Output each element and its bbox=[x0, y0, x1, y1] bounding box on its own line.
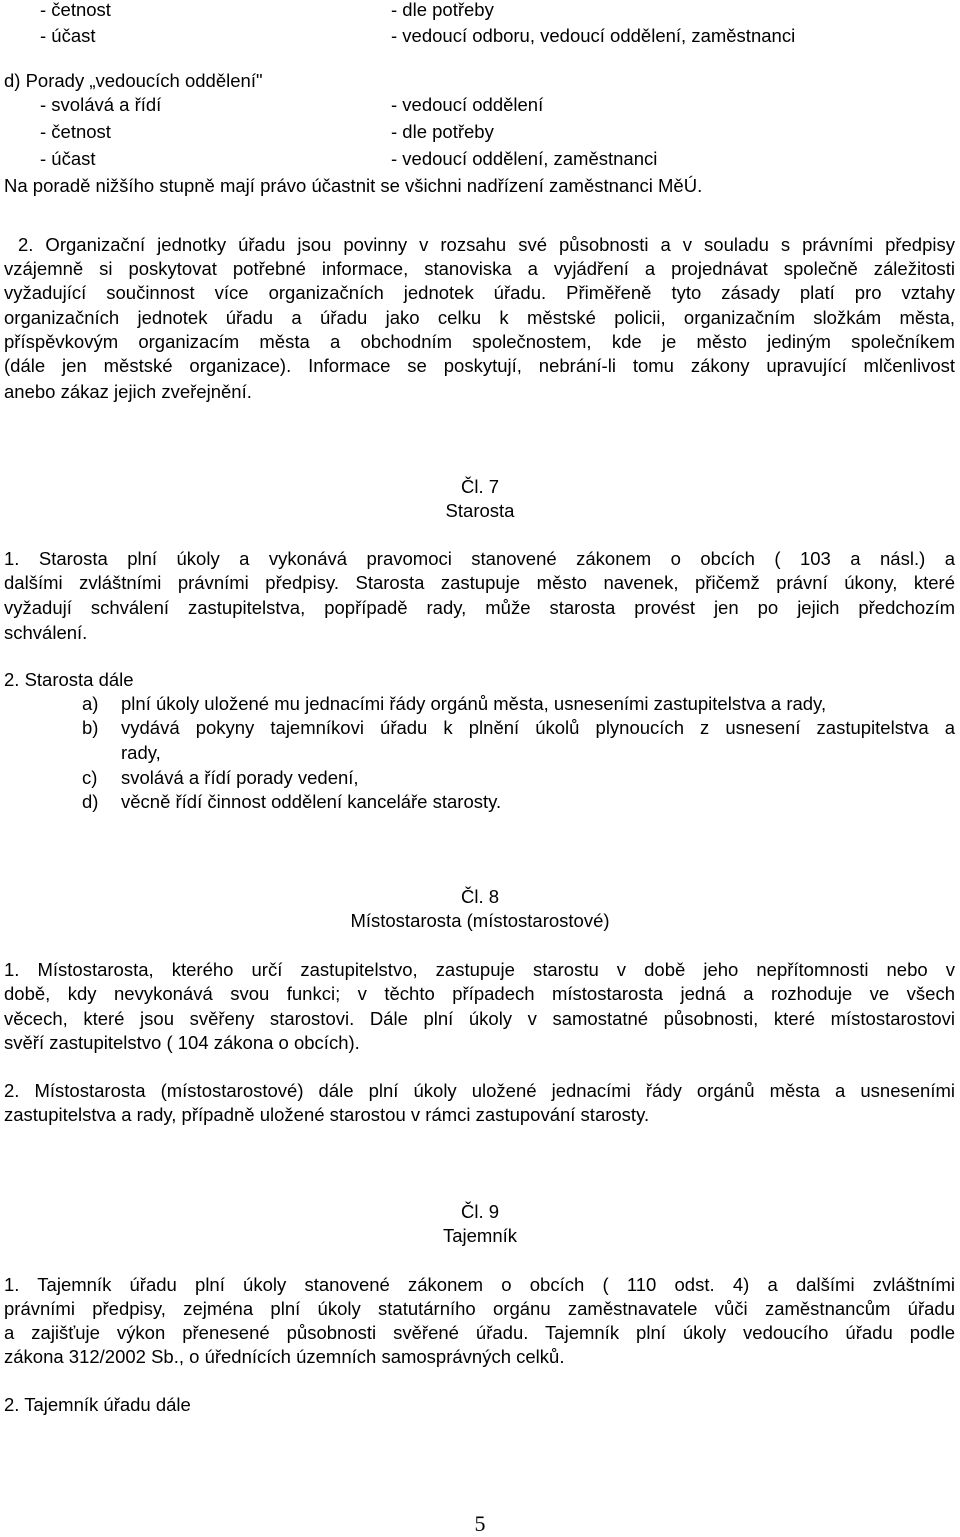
list-marker: d) bbox=[82, 791, 99, 812]
list-item-value: - dle potřeby bbox=[391, 0, 494, 20]
article-number: Čl. 7 bbox=[460, 476, 500, 497]
paragraph-line: organizačních jednotek úřadu a úřadu jako celku k městské policii, organizačním složkám města, bbox=[4, 307, 955, 328]
paragraph-line: dalšími zvláštními právními předpisy. Starosta zastupuje město navenek, přičemž právní úkony, které bbox=[4, 572, 955, 593]
paragraph-line: zastupitelstva a rady, případně uložené starostou v rámci zastupování starosty. bbox=[4, 1104, 650, 1125]
article-title: Starosta bbox=[445, 500, 515, 521]
list-marker: c) bbox=[82, 767, 98, 788]
list-item-value: - vedoucí oddělení bbox=[391, 94, 544, 115]
paragraph-line: zákona 312/2002 Sb., o úřednících územních samosprávných celků. bbox=[4, 1346, 565, 1367]
paragraph-line: vzájemně si poskytovat potřebné informace, stanoviska a vyjádření a projednávat společně záležitosti bbox=[4, 258, 955, 279]
list-item-text: svolává a řídí porady vedení, bbox=[121, 767, 359, 788]
list-item-text: vydává pokyny tajemníkovi úřadu k plnění úkolů plynoucích z usnesení zastupitelstva a bbox=[121, 717, 955, 738]
paragraph-line: 2. Organizační jednotky úřadu jsou povinny v rozsahu své působnosti a v souladu s právními předpisy bbox=[18, 234, 955, 255]
paragraph-line: a zajišťuje výkon přenesené působnosti svěřené úřadu. Tajemník plní úkoly vedoucího úřadu podle bbox=[4, 1322, 955, 1343]
list-item-text: plní úkoly uložené mu jednacími řády orgánů města, usneseními zastupitelstva a rady, bbox=[121, 693, 827, 714]
list-item-label: - četnost bbox=[40, 121, 111, 142]
paragraph-line: vyžadující součinnost více organizačních jednotek úřadu. Přiměřeně tyto zásady platí pro vztahy bbox=[4, 282, 955, 303]
section-heading: d) Porady „vedoucích oddělení" bbox=[4, 70, 263, 91]
paragraph-line: vyžadují schválení zastupitelstva, popřípadě rady, může starosta provést jen po jejich předchozím bbox=[4, 597, 955, 618]
paragraph-line: věcech, které jsou svěřeny starostovi. Dále plní úkoly v samostatné působnosti, které místostarostovi bbox=[4, 1008, 955, 1029]
paragraph-line: anebo zákaz jejich zveřejnění. bbox=[4, 381, 252, 402]
paragraph-line: schválení. bbox=[4, 622, 88, 643]
page-number: 5 bbox=[474, 1511, 486, 1536]
paragraph-line: právními předpisy, zejména plní úkoly statutárního orgánu zaměstnavatele vůči zaměstnancům úřadu bbox=[4, 1298, 955, 1319]
list-item-label: - účast bbox=[40, 148, 96, 169]
list-item-text: rady, bbox=[121, 742, 161, 763]
list-item-text: věcně řídí činnost oddělení kanceláře starosty. bbox=[121, 791, 502, 812]
article-number: Čl. 9 bbox=[460, 1201, 500, 1222]
paragraph-line: 1. Tajemník úřadu plní úkoly stanovené zákonem o obcích ( 110 odst. 4) a dalšími zvláštními bbox=[4, 1274, 955, 1295]
paragraph-intro: 2. Tajemník úřadu dále bbox=[4, 1394, 191, 1415]
list-marker: a) bbox=[82, 693, 99, 714]
paragraph-intro: 2. Starosta dále bbox=[4, 669, 134, 690]
list-item-label: - četnost bbox=[40, 0, 111, 20]
list-item-label: - účast bbox=[40, 25, 96, 46]
paragraph-line: příspěvkovým organizacím města a obchodním společnostem, kde je město jediným společníkem bbox=[4, 331, 955, 352]
list-item-label: - svolává a řídí bbox=[40, 94, 162, 115]
paragraph-line: době, kdy nevykonává svou funkci; v těchto případech místostarosta jedná a rozhoduje ve všech bbox=[4, 983, 955, 1004]
paragraph-line: 1. Místostarosta, kterého určí zastupitelstvo, zastupuje starostu v době jeho nepřítomnosti nebo v bbox=[4, 959, 955, 980]
list-marker: b) bbox=[82, 717, 99, 738]
paragraph-line: 2. Místostarosta (místostarostové) dále plní úkoly uložené jednacími řády orgánů města a usneseními bbox=[4, 1080, 955, 1101]
list-item-value: - vedoucí oddělení, zaměstnanci bbox=[391, 148, 658, 169]
article-number: Čl. 8 bbox=[460, 886, 500, 907]
article-title: Místostarosta (místostarostové) bbox=[350, 910, 610, 931]
paragraph-line: (dále jen městské organizace). Informace se poskytují, nebrání-li tomu zákony upravující mlčenlivost bbox=[4, 355, 955, 376]
section-note: Na poradě nižšího stupně mají právo účastnit se všichni nadřízení zaměstnanci MěÚ. bbox=[4, 175, 703, 196]
article-title: Tajemník bbox=[442, 1225, 518, 1246]
paragraph-line: 1. Starosta plní úkoly a vykonává pravomoci stanovené zákonem o obcích ( 103 a násl.) a bbox=[4, 548, 955, 569]
paragraph-line: svěří zastupitelstvo ( 104 zákona o obcích). bbox=[4, 1032, 360, 1053]
list-item-value: - dle potřeby bbox=[391, 121, 494, 142]
list-item-value: - vedoucí odboru, vedoucí oddělení, zaměstnanci bbox=[391, 25, 796, 46]
